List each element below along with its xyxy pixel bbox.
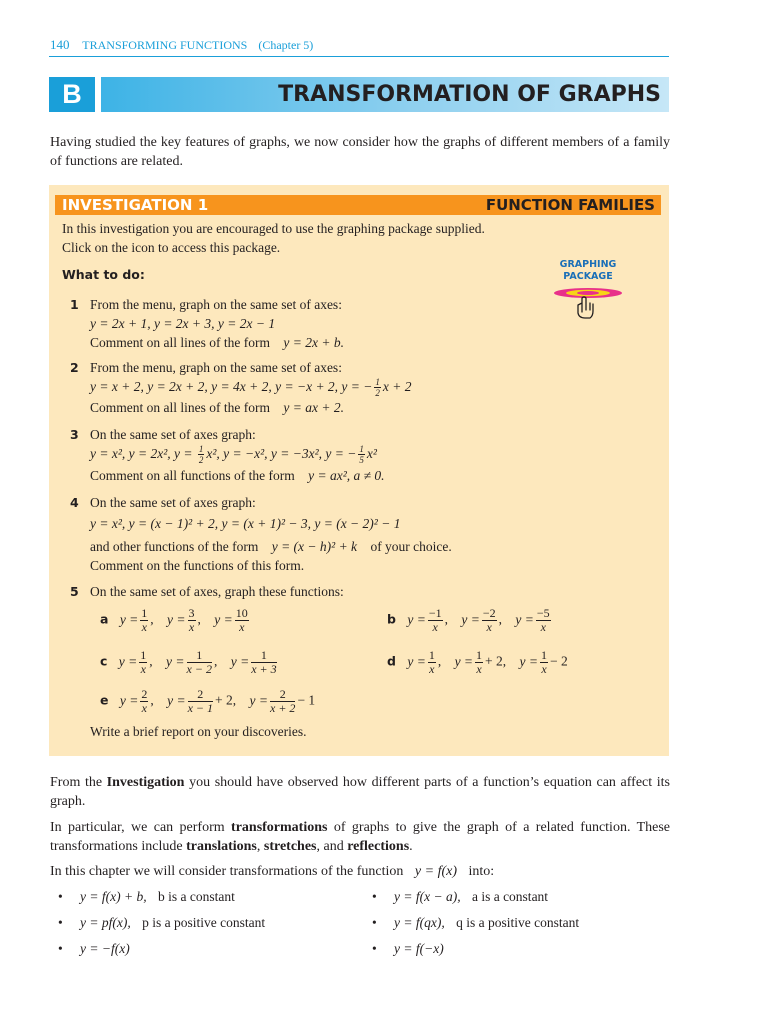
bullet-equation: y = f(−x) [394,941,444,956]
function-expression: y = f(x) [414,864,457,879]
page-number: 140 [50,37,70,52]
step-4-comment [90,537,452,556]
bullet-item: • y = f(−x) [372,941,444,956]
running-header [50,37,313,53]
step-number: 5 [70,584,79,599]
report-instruction: Write a brief report on your discoveries. [90,724,307,739]
fraction-one-half: $\frac{1}{2}$ [198,444,204,466]
bullet-equation: y = −f(x) [80,941,130,956]
part-label: c [100,653,108,669]
bullet-description: b is a constant [157,889,235,904]
investigation-intro-1: In this investigation you are encouraged to use the graphing package supplied. [62,221,485,236]
text: you should have observed how different parts of a function’s equation can affect its graph. [50,775,670,809]
bullet-equation: y = f(x − a), [394,889,461,904]
bold-term: reflections [347,839,410,854]
step-1-comment [90,333,344,352]
text: , [256,839,264,854]
equation-tail: x + 2 [382,379,412,394]
fraction-one-half: $\frac{1}{2}$ [375,377,380,399]
bold-term: stretches [263,839,317,854]
equation-text: y = x², y = 2x², y = [90,446,196,461]
bullet-description: a is a constant [471,889,549,904]
bold-term: translations [186,839,257,854]
section-heading: TRANSFORMATION OF GRAPHS [278,82,661,107]
step-2-comment [90,398,344,417]
body-paragraph-3 [50,862,494,881]
bullet-item: • y = −f(x) [58,941,130,956]
investigation-title: FUNCTION FAMILIES [485,196,655,214]
chapter-label: (Chapter 5) [258,38,314,52]
bold-term: transformations [231,820,328,835]
section-title: TRANSFORMING FUNCTIONS [82,38,248,52]
part-label: a [100,611,109,627]
bullet-item: • y = f(x) + b, b is a constant [58,889,235,904]
text: From the [50,775,107,790]
equation-middle: x², y = −x², y = −3x², y = − [206,446,357,461]
text: In particular, we can perform [50,820,232,835]
text: In this chapter we will consider transformations of the function [50,864,404,879]
step-4-final: Comment on the functions of this form. [90,558,305,573]
bullet-item: • y = f(qx), q is a positive constant [372,915,580,930]
part-d: d y = $\frac{1}{x}$ , y = $\frac{1}{x}$ + 2, y = $\frac{1}{x}$ − 2 [387,648,568,676]
section-letter: B [49,77,95,112]
header-rule [49,56,669,57]
step-3-equations [90,444,377,465]
section-banner [49,77,669,112]
step-3-instruction: On the same set of axes graph: [90,427,256,442]
step-number: 4 [70,495,79,510]
form-expression: y = (x − h)² + k [271,539,358,554]
part-b: b y = $\frac{-1}{x}$ , y = $\frac{-2}{x}$ , y = $\frac{-5}{x}$ [387,606,550,634]
comment-text: and other functions of the form [90,539,259,554]
step-4-instruction: On the same set of axes graph: [90,495,256,510]
part-c: c y = $\frac{1}{x}$ , y = $\frac{1}{x - 2}$ , y = $\frac{1}{x + 3}$ [100,648,277,676]
form-expression: y = ax², a ≠ 0. [308,468,385,483]
part-label: d [387,653,396,669]
body-paragraph-2 [50,818,670,856]
what-to-do-heading: What to do: [62,267,145,282]
bullet-item: • y = pf(x), p is a positive constant [58,915,266,930]
step-1-instruction: From the menu, graph on the same set of axes: [90,297,342,312]
bullet-description: p is a positive constant [142,915,266,930]
text: , and [316,839,348,854]
step-number: 1 [70,297,79,312]
text: . [409,839,413,854]
comment-tail: of your choice. [370,539,452,554]
part-label: e [100,692,109,708]
bullet-equation: y = f(x) + b, [80,889,147,904]
comment-text: Comment on all lines of the form [90,400,270,415]
step-number: 3 [70,427,79,442]
text: of graphs to give the graph of a related function. These transformations include [50,820,671,854]
part-label: b [387,611,396,627]
step-3-comment [90,466,385,485]
step-5-instruction: On the same set of axes, graph these functions: [90,584,344,599]
comment-text: Comment on all lines of the form [90,335,270,350]
bold-term: Investigation [106,775,185,790]
step-2-instruction: From the menu, graph on the same set of axes: [90,360,342,375]
fraction-one-fifth: $\frac{1}{5}$ [359,444,364,466]
step-number: 2 [70,360,79,375]
graphing-package-icon[interactable] [552,283,624,323]
investigation-header [55,195,661,215]
part-e: e y = $\frac{2}{x}$ , y = $\frac{2}{x - 1}$ + 2, y = $\frac{2}{x + 2}$ − 1 [100,687,316,715]
graphing-label: GRAPHING [559,259,617,270]
banner-bar [101,77,669,112]
package-label: PACKAGE [563,271,613,282]
form-expression: y = ax + 2. [283,400,344,415]
body-paragraph-1 [50,773,670,811]
investigation-label: INVESTIGATION 1 [62,196,209,214]
bullet-equation: y = pf(x), [80,915,131,930]
bullet-equation: y = f(qx), [394,915,445,930]
text: into: [468,864,495,879]
part-a: a y = $\frac{1}{x}$ , y = $\frac{3}{x}$ , y = $\frac{10}{x}$ [100,606,248,634]
form-expression: y = 2x + b. [283,335,344,350]
equation-tail: x² [366,446,377,461]
step-4-equations: y = x², y = (x − 1)² + 2, y = (x + 1)² − 3, y = (x − 2)² − 1 [90,516,401,531]
step-2-equations [90,377,412,398]
investigation-intro-2: Click on the icon to access this package. [62,240,281,255]
bullet-description: q is a positive constant [456,915,580,930]
step-1-equations: y = 2x + 1, y = 2x + 3, y = 2x − 1 [90,316,276,331]
comment-text: Comment on all functions of the form [90,468,295,483]
graphing-package-link[interactable] [548,259,628,283]
intro-paragraph: Having studied the key features of graphs, we now consider how the graphs of different members of a family of functions are related. [50,135,670,169]
equation-text: y = x + 2, y = 2x + 2, y = 4x + 2, y = −x + 2, y = − [90,379,373,394]
bullet-item: • y = f(x − a), a is a constant [372,889,549,904]
